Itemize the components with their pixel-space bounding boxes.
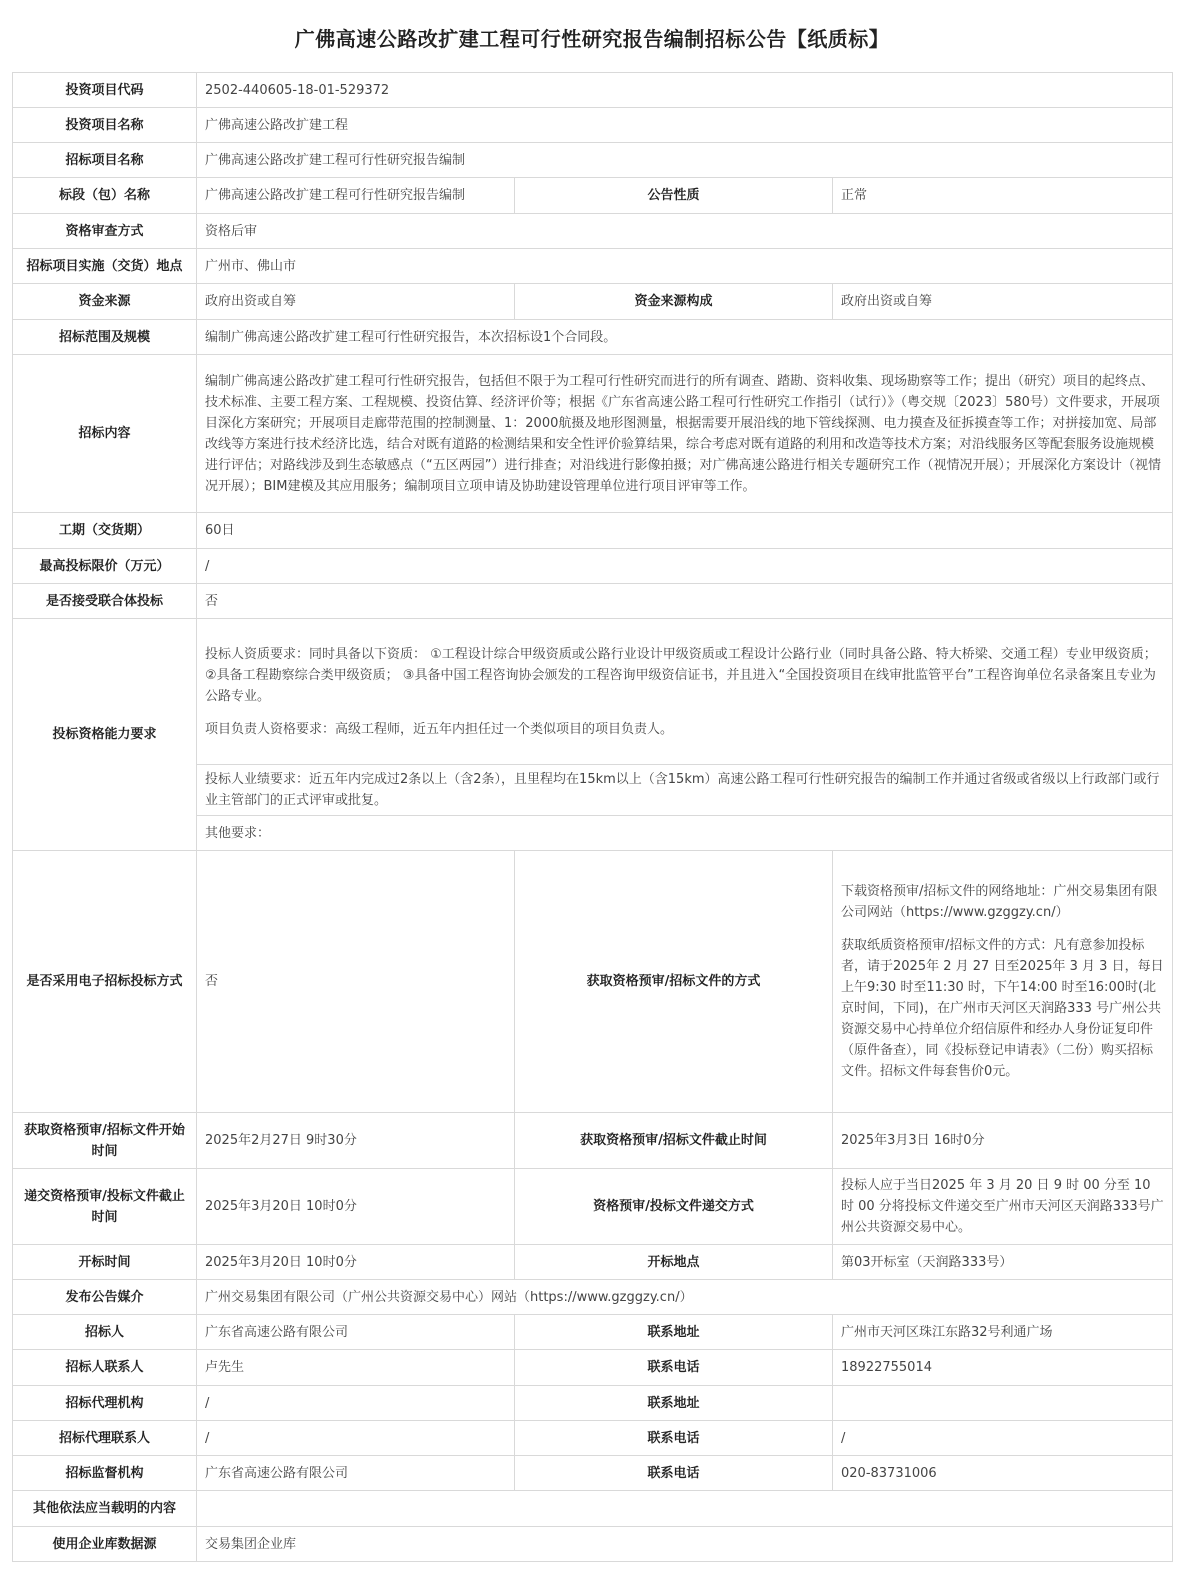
value-tenderer: 广东省高速公路有限公司 [197,1315,515,1350]
value-supervisor: 广东省高速公路有限公司 [197,1456,515,1491]
value-tenderer-address: 广州市天河区珠江东路32号利通广场 [833,1315,1173,1350]
label-fund-composition: 资金来源构成 [515,284,833,320]
label-tenderer: 招标人 [13,1315,197,1350]
value-project-name: 广佛高速公路改扩建工程 [197,108,1173,143]
label-qualification: 投标资格能力要求 [13,619,197,851]
table-row [13,619,1173,765]
value-tender-name: 广佛高速公路改扩建工程可行性研究报告编制 [197,143,1173,178]
value-tenderer-contact: 卢先生 [197,1350,515,1386]
performance-requirement: 投标人业绩要求：近五年内完成过2条以上（含2条），且里程均在15km以上（含15km）高速公路工程可行性研究报告的编制工作并通过省级或省级以上行政部门或行业主管部门的正式评审或批复。 [197,765,1173,816]
table-row [13,549,1173,584]
label-tenderer-phone: 联系电话 [515,1350,833,1386]
table-row [13,355,1173,513]
label-max-price: 最高投标限价（万元） [13,549,197,584]
label-agency: 招标代理机构 [13,1386,197,1421]
value-obtain-method [833,851,1173,1113]
label-section-name: 标段（包）名称 [13,178,197,214]
qualification-requirement: 投标人资质要求：同时具备以下资质： ①工程设计综合甲级资质或公路行业设计甲级资质或工程设计公路行业（同时具备公路、特大桥梁、交通工程）专业甲级资质； ②具备工程勘察综合类甲级资质； ③具备中国工程咨询协会颁发的工程咨询甲级资信证书，并且进入“全国投资项目在线审批监管平台”工程咨询单位名录备案且专业为公路专业。 [205,646,1157,704]
leader-requirement: 项目负责人资格要求：高级工程师，近五年内担任过一个类似项目的项目负责人。 [205,721,674,737]
table-row [13,108,1173,143]
table-row [13,1169,1173,1245]
value-media: 广州交易集团有限公司（广州公共资源交易中心）网站（https://www.gzggzy.cn/） [197,1280,1173,1315]
page-title: 广佛高速公路改扩建工程可行性研究报告编制招标公告【纸质标】 [294,27,890,51]
other-requirement: 其他要求： [197,816,1173,851]
table-row [13,1315,1173,1350]
label-notice-type: 公告性质 [515,178,833,214]
label-tender-name: 招标项目名称 [13,143,197,178]
table-row [13,249,1173,284]
value-consortium: 否 [197,584,1173,619]
label-scope: 招标范围及规模 [13,320,197,355]
value-agency-address [833,1386,1173,1421]
value-period: 60日 [197,513,1173,549]
label-fund-source: 资金来源 [13,284,197,320]
label-database: 使用企业库数据源 [13,1527,197,1562]
label-period: 工期（交货期） [13,513,197,549]
value-opening-time: 2025年3月20日 10时0分 [197,1245,515,1280]
value-agency: / [197,1386,515,1421]
value-submit-method: 投标人应于当日2025 年 3 月 20 日 9 时 00 分至 10 时 00 分将投标文件递交至广州市天河区天润路333号广州公共资源交易中心。 [833,1169,1173,1245]
label-review-method: 资格审查方式 [13,214,197,249]
value-other-content [197,1491,1173,1527]
label-submit-method: 资格预审/投标文件递交方式 [515,1169,833,1245]
value-fund-source: 政府出资或自筹 [197,284,515,320]
label-submit-deadline: 递交资格预审/投标文件截止时间 [13,1169,197,1245]
table-row [13,1113,1173,1169]
value-location: 广州市、佛山市 [197,249,1173,284]
table-row [13,214,1173,249]
value-content: 编制广佛高速公路改扩建工程可行性研究报告，包括但不限于为工程可行性研究而进行的所有调查、踏勘、资料收集、现场勘察等工作；提出（研究）项目的起终点、技术标准、主要工程方案、工程规模、投资估算、经济评价等；根据《广东省高速公路工程可行性研究工作指引（试行）》（粤交规〔2023〕580号）文件要求，开展项目深化方案研究；开展项目走廊带范围的控制测量、1：2000航摄及地形图测量，根据需要开展沿线的地下管线探测、电力摸查及征拆摸查等工作；对拼接加宽、局部改线等方案进行技术经济比选，结合对既有道路的检测结果和安全性评价验算结果，综合考虑对既有道路的利用和改造等技术方案；对沿线服务区等配套服务设施规模进行评估；对路线涉及到生态敏感点（“五区两园”）进行排查；对沿线进行影像拍摄；对广佛高速公路进行相关专题研究工作（视情况开展）；开展深化方案设计（视情况开展）；BIM建模及其应用服务；编制项目立项申请及协助建设管理单位进行项目评审等工作。 [197,355,1173,513]
label-electronic: 是否采用电子招标投标方式 [13,851,197,1113]
tender-info-table [12,72,1173,1562]
label-obtain-method: 获取资格预审/招标文件的方式 [515,851,833,1113]
obtain-method-download: 下载资格预审/招标文件的网络地址：广州交易集团有限公司网站（https://www.gzggzy.cn/） [841,884,1158,920]
value-agency-phone: / [833,1421,1173,1456]
table-row [13,143,1173,178]
label-consortium: 是否接受联合体投标 [13,584,197,619]
value-tenderer-phone: 18922755014 [833,1350,1173,1386]
table-row [13,1456,1173,1491]
table-row [13,284,1173,320]
table-row [13,1386,1173,1421]
label-supervisor-phone: 联系电话 [515,1456,833,1491]
table-row [13,178,1173,214]
table-row [13,320,1173,355]
table-row [13,584,1173,619]
value-obtain-end: 2025年3月3日 16时0分 [833,1113,1173,1169]
label-opening-time: 开标时间 [13,1245,197,1280]
value-scope: 编制广佛高速公路改扩建工程可行性研究报告，本次招标设1个合同段。 [197,320,1173,355]
value-notice-type: 正常 [833,178,1173,214]
label-supervisor: 招标监督机构 [13,1456,197,1491]
table-row [13,73,1173,108]
label-project-code: 投资项目代码 [13,73,197,108]
value-agency-contact: / [197,1421,515,1456]
table-row [13,1280,1173,1315]
value-review-method: 资格后审 [197,214,1173,249]
label-obtain-end: 获取资格预审/招标文件截止时间 [515,1113,833,1169]
label-other-content: 其他依法应当载明的内容 [13,1491,197,1527]
label-location: 招标项目实施（交货）地点 [13,249,197,284]
label-content: 招标内容 [13,355,197,513]
table-row [13,1421,1173,1456]
value-fund-composition: 政府出资或自筹 [833,284,1173,320]
table-row [13,1245,1173,1280]
label-obtain-start: 获取资格预审/招标文件开始时间 [13,1113,197,1169]
value-submit-deadline: 2025年3月20日 10时0分 [197,1169,515,1245]
label-project-name: 投资项目名称 [13,108,197,143]
table-row [13,851,1173,1113]
label-agency-phone: 联系电话 [515,1421,833,1456]
label-agency-address: 联系地址 [515,1386,833,1421]
table-row [13,1491,1173,1527]
value-section-name: 广佛高速公路改扩建工程可行性研究报告编制 [197,178,515,214]
value-database: 交易集团企业库 [197,1527,1173,1562]
label-media: 发布公告媒介 [13,1280,197,1315]
label-tenderer-contact: 招标人联系人 [13,1350,197,1386]
obtain-method-paper: 获取纸质资格预审/招标文件的方式：凡有意参加投标者，请于2025年 2 月 27 日至2025年 3 月 3 日，每日上午9:30 时至11:30 时，下午14:00 时至16:00时(北京时间，下同)，在广州市天河区天润路333 号广州公共资源交易中心持单位介绍信原件和经办人身份证复印件（原件备查），同《投标登记申请表》（二份）购买招标文件。招标文件每套售价0元。 [841,938,1164,1079]
table-row [13,1350,1173,1386]
label-agency-contact: 招标代理联系人 [13,1421,197,1456]
table-row [13,1527,1173,1562]
value-qualification-group [197,619,1173,765]
label-opening-place: 开标地点 [515,1245,833,1280]
value-supervisor-phone: 020-83731006 [833,1456,1173,1491]
value-project-code: 2502-440605-18-01-529372 [197,73,1173,108]
value-opening-place: 第03开标室（天润路333号） [833,1245,1173,1280]
value-electronic: 否 [197,851,515,1113]
value-obtain-start: 2025年2月27日 9时30分 [197,1113,515,1169]
label-tenderer-address: 联系地址 [515,1315,833,1350]
value-max-price: / [197,549,1173,584]
table-row [13,513,1173,549]
